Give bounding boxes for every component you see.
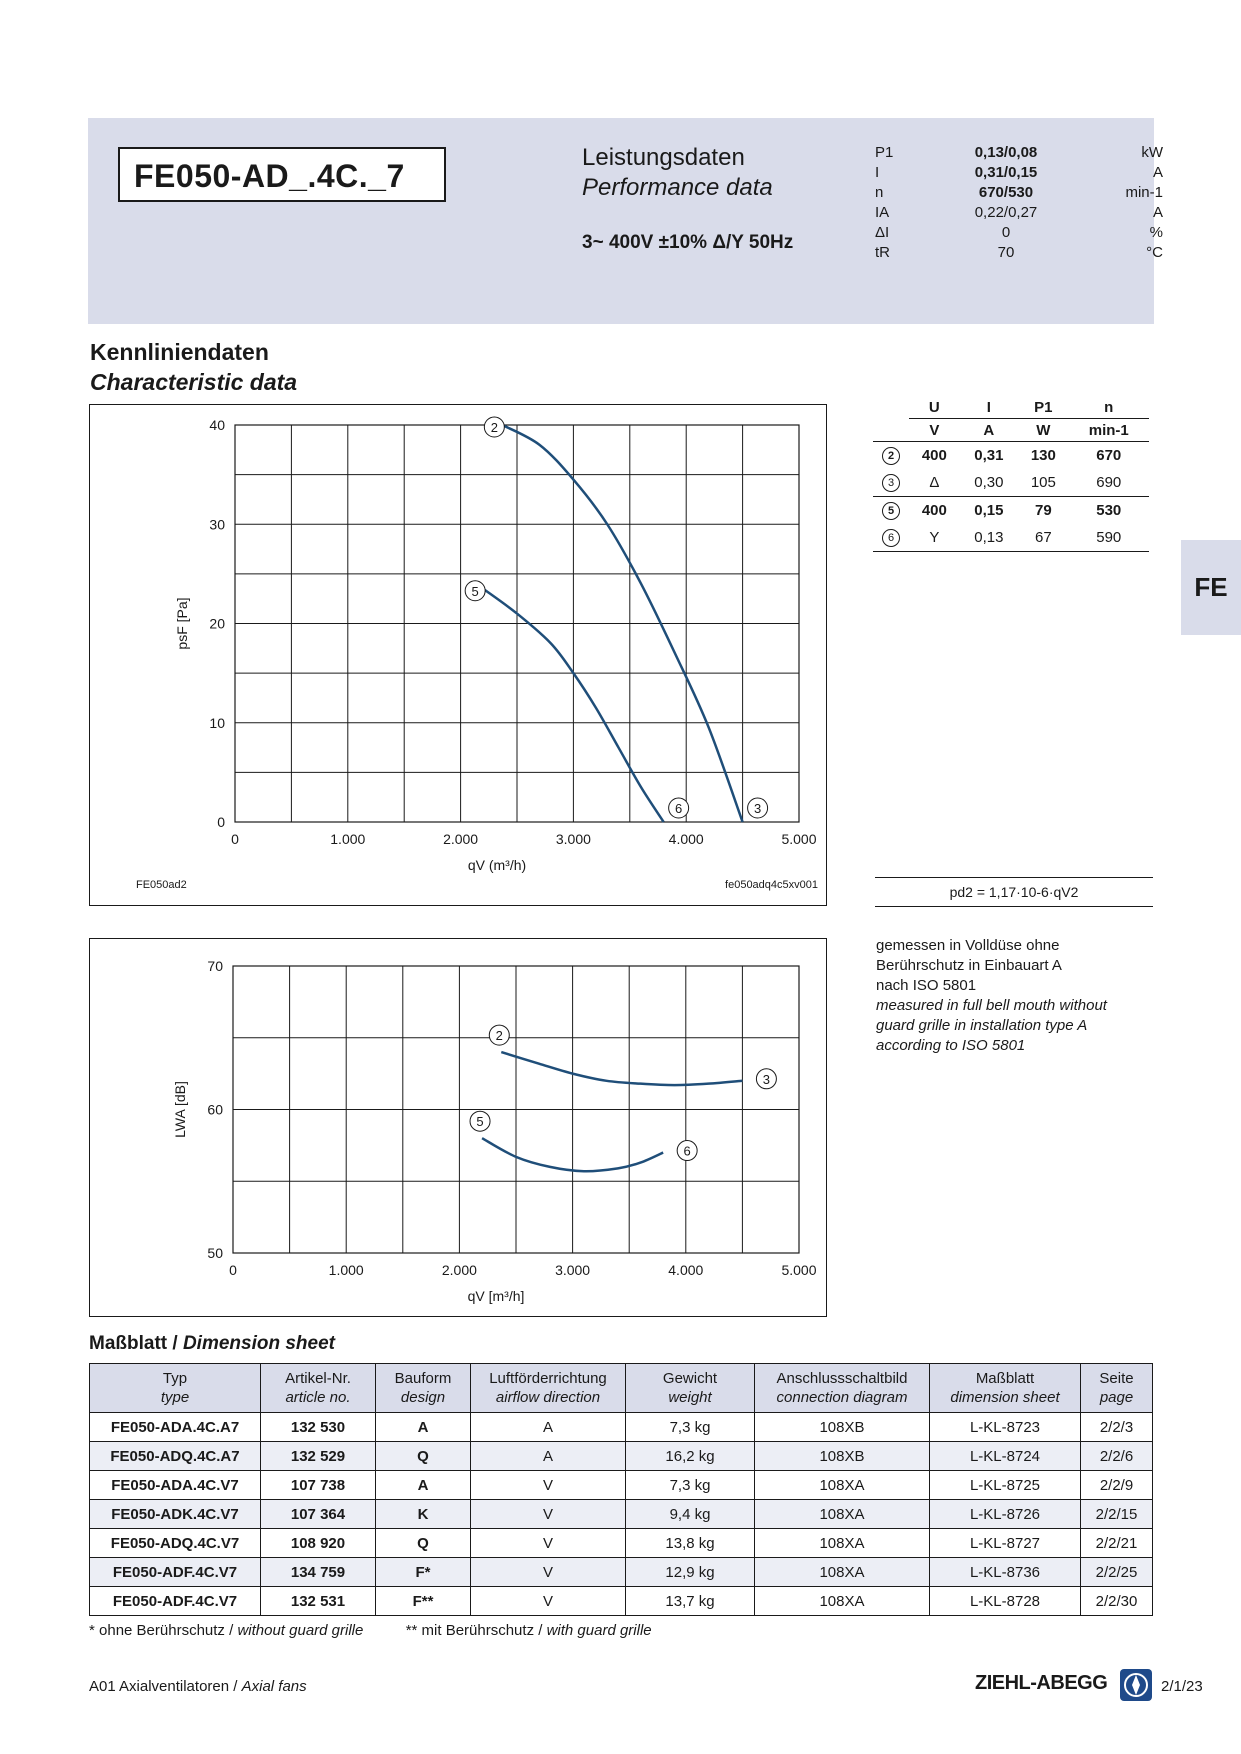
dim-row: [90, 1471, 1153, 1500]
op-cell: 0,30: [974, 474, 1004, 491]
op-cell: 670: [1096, 447, 1122, 464]
param-unit: %: [1149, 224, 1163, 241]
dim-cell: V: [471, 1529, 626, 1558]
param-value: 0,22/0,27: [974, 204, 1038, 221]
op-cell: 0,15: [960, 497, 1019, 525]
dim-cell: 2/2/3: [1081, 1413, 1153, 1442]
op-cell: Y: [929, 529, 940, 546]
curve-marker-label: 2: [495, 1028, 503, 1044]
curve-marker: [748, 798, 768, 818]
dim-cell: L-KL-8728: [930, 1587, 1081, 1616]
param-value: 670/530: [978, 184, 1034, 201]
param-symbol: tR: [875, 244, 890, 261]
param-row: [875, 183, 1163, 203]
footer-category-en: Axial fans: [241, 1678, 307, 1695]
dimension-title-en: Dimension sheet: [182, 1333, 335, 1354]
dim-cell: 2/2/21: [1081, 1529, 1153, 1558]
op-unit-p: W: [1018, 419, 1068, 442]
dim-cell: 108XA: [755, 1558, 930, 1587]
pressure-chart: [90, 405, 826, 905]
dim-cell: A: [471, 1413, 626, 1442]
x-tick-label: 4.000: [668, 831, 704, 847]
y-tick-label: 10: [209, 714, 225, 731]
op-mark-cell: [873, 469, 909, 497]
op-mark-cell: [873, 442, 909, 470]
dim-cell: 7,3 kg: [626, 1471, 755, 1500]
op-point-marker: 5: [882, 502, 900, 520]
dim-cell: F**: [376, 1587, 471, 1616]
param-symbol: P1: [875, 144, 894, 161]
footnote-2-en: with guard grille: [546, 1622, 652, 1639]
chart-grid: [233, 966, 799, 1253]
param-value: 0,13/0,08: [974, 144, 1038, 161]
dim-cell: 2/2/15: [1081, 1500, 1153, 1529]
performance-title-de: Leistungsdaten: [582, 144, 745, 171]
footnote-1-en: without guard grille: [237, 1622, 364, 1639]
dim-cell: 107 738: [261, 1471, 376, 1500]
op-unit-u: V: [909, 419, 959, 442]
op-cell: 0,13: [974, 529, 1004, 546]
dim-cell: Q: [376, 1529, 471, 1558]
x-tick-label: 2.000: [441, 1262, 477, 1278]
dim-cell: F*: [376, 1558, 471, 1587]
op-header-n: n: [1104, 398, 1114, 416]
dim-cell: V: [471, 1500, 626, 1529]
curve-marker: [489, 1025, 509, 1045]
curve-marker-label: 6: [683, 1143, 691, 1159]
dim-cell: 2/2/6: [1081, 1442, 1153, 1471]
brand-logo-icon: [1120, 1669, 1152, 1701]
dim-cell: 2/2/25: [1081, 1558, 1153, 1587]
dim-cell: L-KL-8725: [930, 1471, 1081, 1500]
y-tick-label: 50: [207, 1245, 223, 1261]
page-number: 2/1/23: [1161, 1678, 1203, 1695]
dim-header: Luftförderrichtung airflow direction: [471, 1364, 626, 1413]
op-unit-n: min-1: [1069, 419, 1149, 442]
dim-cell: FE050-ADA.4C.V7: [90, 1471, 261, 1500]
curve-marker: [470, 1111, 490, 1131]
op-point-marker: 6: [882, 529, 900, 547]
x-tick-label: 0: [229, 1262, 237, 1278]
dim-header: Typ type: [90, 1364, 261, 1413]
curve-marker: [484, 417, 504, 437]
param-value: 70: [997, 244, 1015, 261]
op-mark-cell: [873, 524, 909, 552]
dim-cell: 107 364: [261, 1500, 376, 1529]
op-cell: 105: [1030, 474, 1056, 491]
op-header-u: U: [928, 398, 940, 416]
op-cell: Δ: [929, 474, 940, 491]
operating-points-table: [873, 396, 1149, 553]
curve-marker: [669, 798, 689, 818]
op-cell: 67: [1035, 529, 1052, 546]
performance-title-en: Performance data: [582, 174, 773, 201]
dim-cell: 108XA: [755, 1471, 930, 1500]
dim-cell: L-KL-8736: [930, 1558, 1081, 1587]
section-title-de: Kennliniendaten: [90, 339, 269, 365]
op-header-i: I: [986, 398, 991, 416]
note-en-2: guard grille in installation type A: [876, 1017, 1088, 1034]
dim-cell: 108XA: [755, 1587, 930, 1616]
param-unit: min-1: [1125, 184, 1163, 201]
param-unit: A: [1152, 204, 1163, 221]
footer-category: [89, 1678, 307, 1695]
param-symbol: ΔI: [875, 224, 890, 241]
x-tick-label: 3.000: [555, 1262, 591, 1278]
measurement-note: [876, 936, 1176, 1056]
x-axis-label: qV [m³/h]: [467, 1288, 525, 1304]
x-tick-label: 1.000: [330, 831, 366, 847]
chart-caption-right: fe050adq4c5xv001: [725, 879, 818, 891]
dim-row: [90, 1529, 1153, 1558]
dim-cell: 108XB: [755, 1442, 930, 1471]
note-de-3: nach ISO 5801: [876, 977, 977, 994]
op-mark-cell: [873, 497, 909, 525]
dim-header: Artikel-Nr. article no.: [261, 1364, 376, 1413]
y-tick-label: 30: [209, 516, 225, 533]
op-cell: 130: [1030, 447, 1056, 464]
op-cell: 79: [1018, 497, 1068, 525]
x-tick-label: 5.000: [781, 831, 817, 847]
dim-cell: A: [376, 1471, 471, 1500]
sound-chart-frame: [89, 938, 827, 1317]
curve-marker-label: 3: [753, 801, 762, 816]
section-title-en: Characteristic data: [90, 369, 298, 395]
param-unit: kW: [1141, 144, 1163, 161]
op-cell: 0,31: [974, 447, 1004, 464]
param-unit: A: [1152, 164, 1163, 181]
performance-title: [582, 143, 773, 203]
dim-row: [90, 1442, 1153, 1471]
sound-chart: [90, 939, 826, 1316]
dim-cell: L-KL-8723: [930, 1413, 1081, 1442]
note-en-1: measured in full bell mouth without: [876, 997, 1107, 1014]
dim-cell: FE050-ADF.4C.V7: [90, 1558, 261, 1587]
performance-parameters: [875, 143, 1163, 263]
param-row: [875, 143, 1163, 163]
curve-marker: [677, 1141, 697, 1161]
dim-cell: K: [376, 1500, 471, 1529]
note-en-3: according to ISO 5801: [876, 1037, 1026, 1054]
param-value: 0,31/0,15: [974, 164, 1038, 181]
op-row: [873, 497, 1149, 525]
curve-marker-label: 2: [490, 420, 498, 435]
op-unit-i: A: [960, 419, 1019, 442]
param-symbol: n: [875, 184, 884, 201]
dim-header: Seite page: [1081, 1364, 1153, 1413]
y-tick-label: 70: [207, 958, 223, 974]
dim-cell: 16,2 kg: [626, 1442, 755, 1471]
x-tick-label: 2.000: [443, 831, 479, 847]
y-tick-label: 60: [207, 1101, 223, 1118]
op-row: [873, 524, 1149, 552]
dim-header: Maßblatt dimension sheet: [930, 1364, 1081, 1413]
dim-cell: V: [471, 1558, 626, 1587]
op-cell: 590: [1096, 529, 1122, 546]
op-row: [873, 469, 1149, 497]
curve-marker-label: 5: [471, 583, 479, 599]
note-de-1: gemessen in Volldüse ohne: [876, 937, 1060, 954]
dim-cell: 108XA: [755, 1529, 930, 1558]
dim-row: [90, 1500, 1153, 1529]
curve-marker: [756, 1069, 776, 1089]
footnote-1-de: * ohne Berührschutz /: [89, 1622, 234, 1639]
footnote-2-de: ** mit Berührschutz /: [405, 1622, 543, 1639]
param-unit: °C: [1146, 244, 1163, 261]
dim-cell: V: [471, 1587, 626, 1616]
dim-cell: Q: [376, 1442, 471, 1471]
dim-header: Bauform design: [376, 1364, 471, 1413]
note-de-2: Berührschutz in Einbauart A: [876, 957, 1062, 974]
series-line: [501, 1052, 742, 1085]
param-symbol: IA: [875, 204, 890, 221]
dimension-table: [89, 1363, 1153, 1616]
dim-cell: 13,8 kg: [626, 1529, 755, 1558]
x-tick-label: 4.000: [668, 1262, 704, 1278]
op-header-p: P1: [1034, 398, 1053, 416]
op-cell: 400: [909, 497, 959, 525]
dim-cell: A: [376, 1413, 471, 1442]
dimension-title-de: Maßblatt /: [89, 1333, 178, 1354]
param-symbol: I: [875, 164, 880, 181]
op-point-marker: 3: [882, 474, 900, 492]
dim-cell: V: [471, 1471, 626, 1500]
y-tick-label: 0: [217, 814, 225, 830]
op-cell: 690: [1096, 474, 1122, 491]
param-row: [875, 223, 1163, 243]
pressure-chart-frame: [89, 404, 827, 906]
y-axis-label: LWA [dB]: [172, 1081, 188, 1138]
param-row: [875, 203, 1163, 223]
curve-marker: [465, 581, 485, 601]
footer-category-de: A01 Axialventilatoren /: [89, 1678, 238, 1695]
dim-cell: FE050-ADA.4C.A7: [90, 1413, 261, 1442]
dim-cell: 132 529: [261, 1442, 376, 1471]
category-tab: FE: [1181, 540, 1241, 635]
dimension-title: [89, 1333, 335, 1355]
y-axis-label: psF [Pa]: [174, 597, 190, 650]
chart-grid: [235, 425, 799, 822]
model-title: FE050-AD_.4C._7: [118, 147, 446, 202]
dim-cell: L-KL-8726: [930, 1500, 1081, 1529]
dim-cell: FE050-ADF.4C.V7: [90, 1587, 261, 1616]
param-row: [875, 163, 1163, 183]
formula: pd2 = 1,17·10-6·qV2: [875, 877, 1153, 907]
dim-cell: 108XB: [755, 1413, 930, 1442]
dim-cell: 134 759: [261, 1558, 376, 1587]
chart-caption-left: FE050ad2: [136, 879, 187, 891]
dim-cell: FE050-ADQ.4C.A7: [90, 1442, 261, 1471]
op-cell: 530: [1069, 497, 1149, 525]
dim-cell: 13,7 kg: [626, 1587, 755, 1616]
section-title: [90, 337, 297, 397]
x-tick-label: 0: [231, 831, 239, 847]
op-row: [873, 442, 1149, 470]
x-tick-label: 5.000: [781, 1262, 817, 1278]
dim-cell: 7,3 kg: [626, 1413, 755, 1442]
x-tick-label: 1.000: [328, 1262, 364, 1278]
dim-row: [90, 1587, 1153, 1616]
dim-cell: L-KL-8727: [930, 1529, 1081, 1558]
x-axis-label: qV (m³/h): [467, 857, 527, 873]
x-tick-label: 3.000: [555, 831, 591, 847]
op-point-marker: 2: [882, 447, 900, 465]
brand-logo: ZIEHL-ABEGG: [975, 1672, 1108, 1694]
dim-cell: 132 530: [261, 1413, 376, 1442]
dim-header: Anschlussschaltbild connection diagram: [755, 1364, 930, 1413]
curve-marker-label: 5: [476, 1114, 484, 1130]
curve-marker-label: 3: [762, 1071, 771, 1087]
dim-cell: 2/2/9: [1081, 1471, 1153, 1500]
y-tick-label: 20: [209, 615, 225, 632]
dim-row: [90, 1413, 1153, 1442]
param-row: [875, 243, 1163, 263]
dim-header: Gewicht weight: [626, 1364, 755, 1413]
dim-cell: 2/2/30: [1081, 1587, 1153, 1616]
dim-row: [90, 1558, 1153, 1587]
y-tick-label: 40: [209, 417, 225, 433]
dim-cell: 108XA: [755, 1500, 930, 1529]
param-value: 0: [1001, 224, 1011, 241]
dim-cell: 9,4 kg: [626, 1500, 755, 1529]
dim-cell: 132 531: [261, 1587, 376, 1616]
curve-marker-label: 6: [675, 801, 683, 816]
dim-cell: 108 920: [261, 1529, 376, 1558]
dim-cell: 12,9 kg: [626, 1558, 755, 1587]
footnotes: [89, 1622, 652, 1639]
voltage-spec: 3~ 400V ±10% Δ/Y 50Hz: [582, 232, 794, 253]
dim-cell: A: [471, 1442, 626, 1471]
op-cell: 400: [921, 447, 947, 464]
dim-cell: FE050-ADK.4C.V7: [90, 1500, 261, 1529]
dim-cell: L-KL-8724: [930, 1442, 1081, 1471]
dim-cell: FE050-ADQ.4C.V7: [90, 1529, 261, 1558]
